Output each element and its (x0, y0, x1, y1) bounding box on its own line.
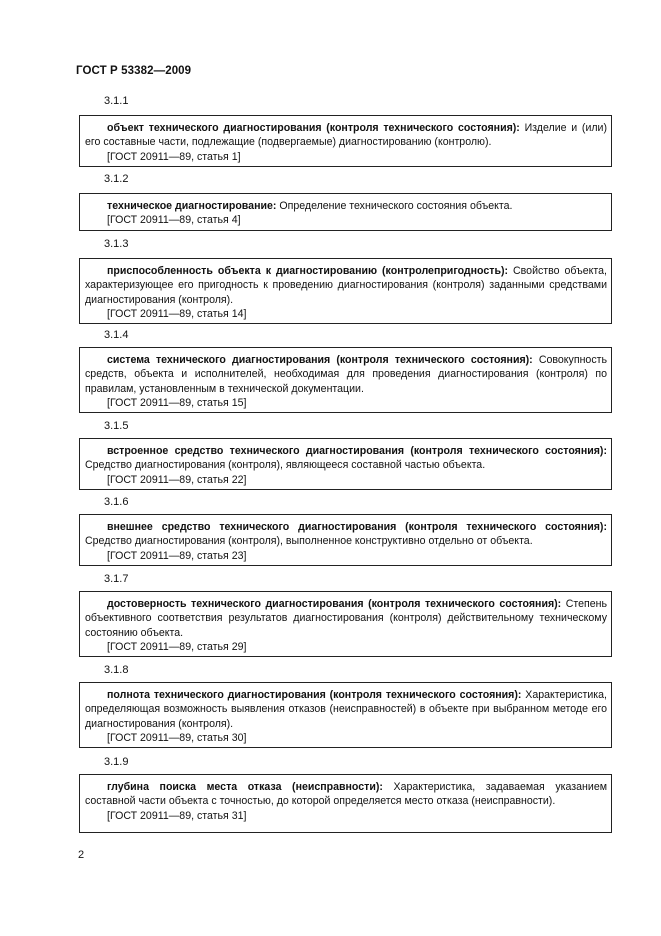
definition: Свойство объекта, характеризующее его пригодность к проведению диагностирования (контроля) заданными средствами диагностирования (контроля). (85, 265, 607, 306)
reference: [ГОСТ 20911—89, статья 22] (107, 473, 247, 486)
term: техническое диагностирование: (107, 200, 277, 212)
definition-text (85, 121, 607, 150)
definition: Характеристика, задаваемая указанием составной части объекта с точностью, до которой определяется место отказа (неисправности). (85, 781, 608, 808)
definition-text (85, 520, 607, 549)
definition-box (79, 258, 612, 324)
definition-box (79, 347, 612, 413)
reference: [ГОСТ 20911—89, статья 15] (107, 397, 247, 410)
reference: [ГОСТ 20911—89, статья 14] (107, 308, 247, 321)
clause-number: 3.1.6 (104, 496, 129, 508)
definition-box (79, 438, 612, 490)
reference: [ГОСТ 20911—89, статья 29] (107, 641, 247, 654)
clause-number: 3.1.3 (104, 238, 129, 250)
definition: Определение технического состояния объекта. (276, 200, 513, 212)
definition: Средство диагностирования (контроля), выполненное конструктивно отдельно от объекта. (85, 535, 533, 548)
reference: [ГОСТ 20911—89, статья 30] (107, 732, 247, 745)
definition: Средство диагностирования (контроля), являющееся составной частью объекта. (85, 459, 486, 472)
definition-box (79, 514, 612, 566)
clause-number: 3.1.7 (104, 573, 129, 585)
term: внешнее средство технического диагностирования (контроля технического состояния): (107, 521, 607, 533)
clause-number: 3.1.4 (104, 329, 129, 341)
definition-box (79, 115, 612, 167)
definition-box (79, 193, 612, 231)
reference: [ГОСТ 20911—89, статья 23] (107, 549, 247, 562)
definition-box (79, 591, 612, 657)
definition: Совокупность средств, объекта и исполнителей, необходимая для проведения диагностирования (контроля) по правилам, установленным в технической документации. (85, 354, 607, 395)
clause-number: 3.1.1 (104, 95, 129, 107)
definition: Изделие и (или) его составные части, подлежащие (подвергаемые) диагностированию (контролю). (85, 122, 607, 149)
definition-box (79, 682, 612, 748)
definition: Степень объективного соответствия результатов диагностирования (контроля) действительному техническому состоянию объекта. (85, 598, 607, 639)
definition-text (85, 199, 607, 213)
definition-text (85, 264, 607, 307)
term: достоверность технического диагностирования (контроля технического состояния): (107, 598, 562, 610)
reference: [ГОСТ 20911—89, статья 4] (107, 214, 241, 227)
definition-box (79, 774, 612, 833)
term: система технического диагностирования (контроля технического состояния): (107, 354, 533, 366)
reference: [ГОСТ 20911—89, статья 31] (107, 809, 247, 822)
page-number: 2 (78, 849, 85, 861)
term: встроенное средство технического диагностирования (контроля технического состояния): (107, 445, 607, 457)
definition-text (85, 688, 607, 731)
term: объект технического диагностирования (контроля технического состояния): (107, 122, 520, 134)
clause-number: 3.1.8 (104, 664, 129, 676)
term: глубина поиска места отказа (неисправности): (107, 781, 383, 793)
definition-text (85, 780, 607, 809)
definition-text (85, 353, 607, 396)
term: полнота технического диагностирования (контроля технического состояния): (107, 689, 522, 701)
page-header: ГОСТ Р 53382—2009 (76, 65, 192, 77)
definition-text (85, 444, 607, 473)
definition-text (85, 597, 607, 640)
term: приспособленность объекта к диагностированию (контролепригодность): (107, 265, 509, 277)
clause-number: 3.1.5 (104, 420, 129, 432)
reference: [ГОСТ 20911—89, статья 1] (107, 150, 241, 163)
clause-number: 3.1.2 (104, 173, 129, 185)
clause-number: 3.1.9 (104, 756, 129, 768)
definition: Характеристика, определяющая возможность выявления отказов (неисправностей) в объекте при выбранном методе его диагностирования (контроля). (85, 689, 607, 730)
